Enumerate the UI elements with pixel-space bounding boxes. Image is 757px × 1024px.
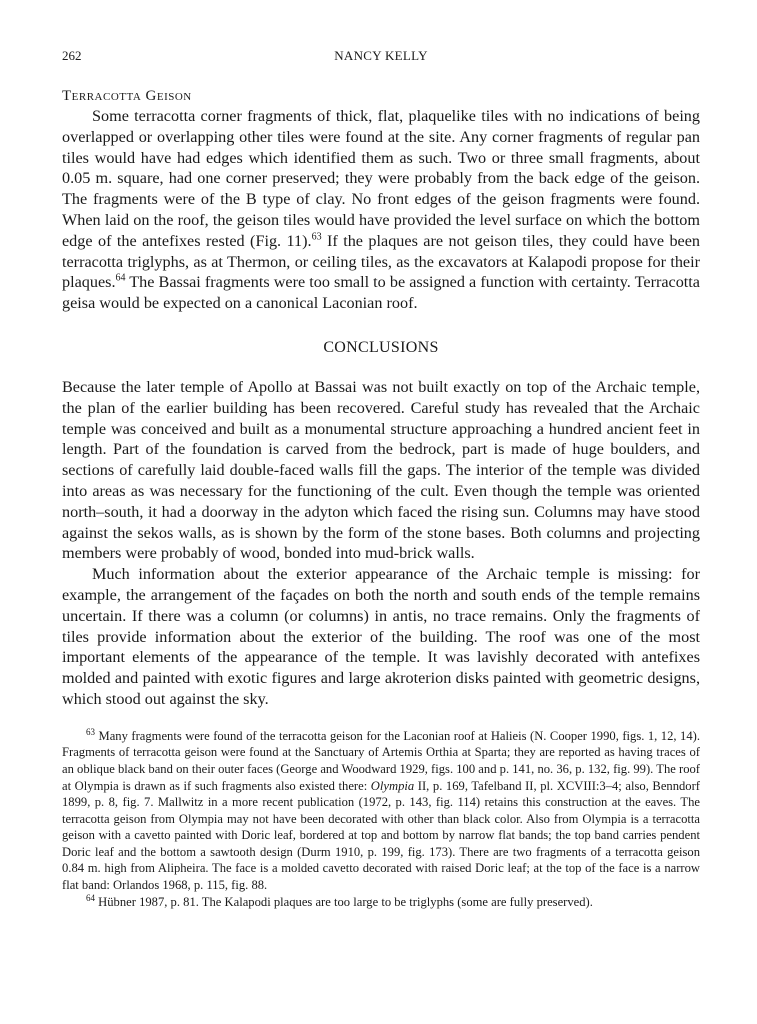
page-number: 262 [62,48,82,63]
footnote-text: Hübner 1987, p. 81. The Kalapodi plaques are too large to be triglyphs (some are fully preserved). [95,894,593,909]
page [62,48,700,910]
footnotes [62,728,700,911]
footnote-ref-63[interactable]: 63 [311,231,322,243]
conclusions-heading: CONCLUSIONS [323,338,439,356]
geison-paragraph [62,106,700,314]
section-title: Terracotta Geison [62,88,192,104]
page-header [62,48,700,68]
conclusions-paragraph-2: Much information about the exterior appearance of the Archaic temple is missing: for example, the arrangement of the façades on both the north and south ends of the temple remains uncertain. If there was a column (or columns) in antis, no trace remains. Only the fragments of tiles provide information about the exterior of the building. The roof was one of the most important elements of the appearance of the temple. It was lavishly decorated with antefixes molded and painted with exotic figures and large akroterion disks painted with geometric designs, which stood out against the sky. [62,565,700,708]
footnote-number: 63 [86,726,95,737]
running-head: NANCY KELLY [334,48,428,63]
footnote-64 [62,894,700,911]
geison-text-3: The Bassai fragments were too small to be assigned a function with certainty. Terracotta geisa would be expected on a canonical Laconian roof. [62,273,700,313]
geison-text-1: Some terracotta corner fragments of thick, flat, plaquelike tiles with no indications of being overlapped or overlapping other tiles were found at the site. Any corner fragments of regular pan tiles would have had edges which identified them as such. Two or three small fragments, about 0.05 m. square, had one corner preserved; they were probably from the back edge of the geison. The fragments were of the B type of clay. No front edges of the geison fragments were found. When laid on the roof, the geison tiles would have provided the level surface on which the bottom edge of the antefixes rested (Fig. 11). [62,107,700,250]
footnote-italic: Olympia [370,778,415,793]
footnote-text: II, p. 169, Tafelband II, pl. XCVIII:3–4; also, Benndorf 1899, p. 8, fig. 7. Mallwitz in a more recent publication (1972, p. 143, fig. 114) retains this construction at the eaves. The terracotta geison from Olympia may not have been decorated with other than black color. Also from Olympia is a terracotta geison with a cavetto painted with Doric leaf, bordered at top and bottom by narrow flat bands; the top band carries pendent Doric leaf and the bottom a sawtooth design (Durm 1910, p. 199, fig. 173). There are two fragments of a terracotta geison 0.84 m. high from Alipheira. The face is a molded cavetto decorated with raised Doric leaf; at the top of the face is a narrow flat band: Orlandos 1968, p. 115, fig. 88. [62,778,700,893]
footnote-number: 64 [86,892,95,903]
footnote-text: Many fragments were found of the terracotta geison for the Laconian roof at Halieis (N. Cooper 1990, figs. 1, 12, 14). Fragments of terracotta geison were found at the Sanctuary of Artemis Orthia at Sparta; they are reported as having traces of an oblique black band on their outer faces (George and Woodward 1929, figs. 100 and p. 141, no. 36, p. 132, fig. 99). The roof at Olympia is drawn as if such fragments also existed there: [62,728,700,793]
footnote-63 [62,728,700,894]
conclusions-paragraph-1: Because the later temple of Apollo at Bassai was not built exactly on top of the Archaic temple, the plan of the earlier building has been recovered. Careful study has revealed that the Archaic temple was conceived and built as a monumental structure approaching a hundred ancient feet in length. Part of the foundation is carved from the bedrock, part is made of huge boulders, and sections of carefully laid double-faced walls fill the gaps. The interior of the temple was divided into areas as was necessary for the functioning of the cult. Even though the temple was oriented north–south, it had a doorway in the adyton which faced the rising sun. Columns may have stood against the sekos walls, as is shown by the form of the stone bases. Both columns and projecting members were probably of wood, bonded into mud-brick walls. [62,377,700,563]
footnote-ref-64[interactable]: 64 [115,272,126,284]
geison-text-2: If the plaques are not geison tiles, they could have been terracotta triglyphs, as at Thermon, or ceiling tiles, as the excavators at Kalapodi propose for their plaques. [62,231,701,292]
